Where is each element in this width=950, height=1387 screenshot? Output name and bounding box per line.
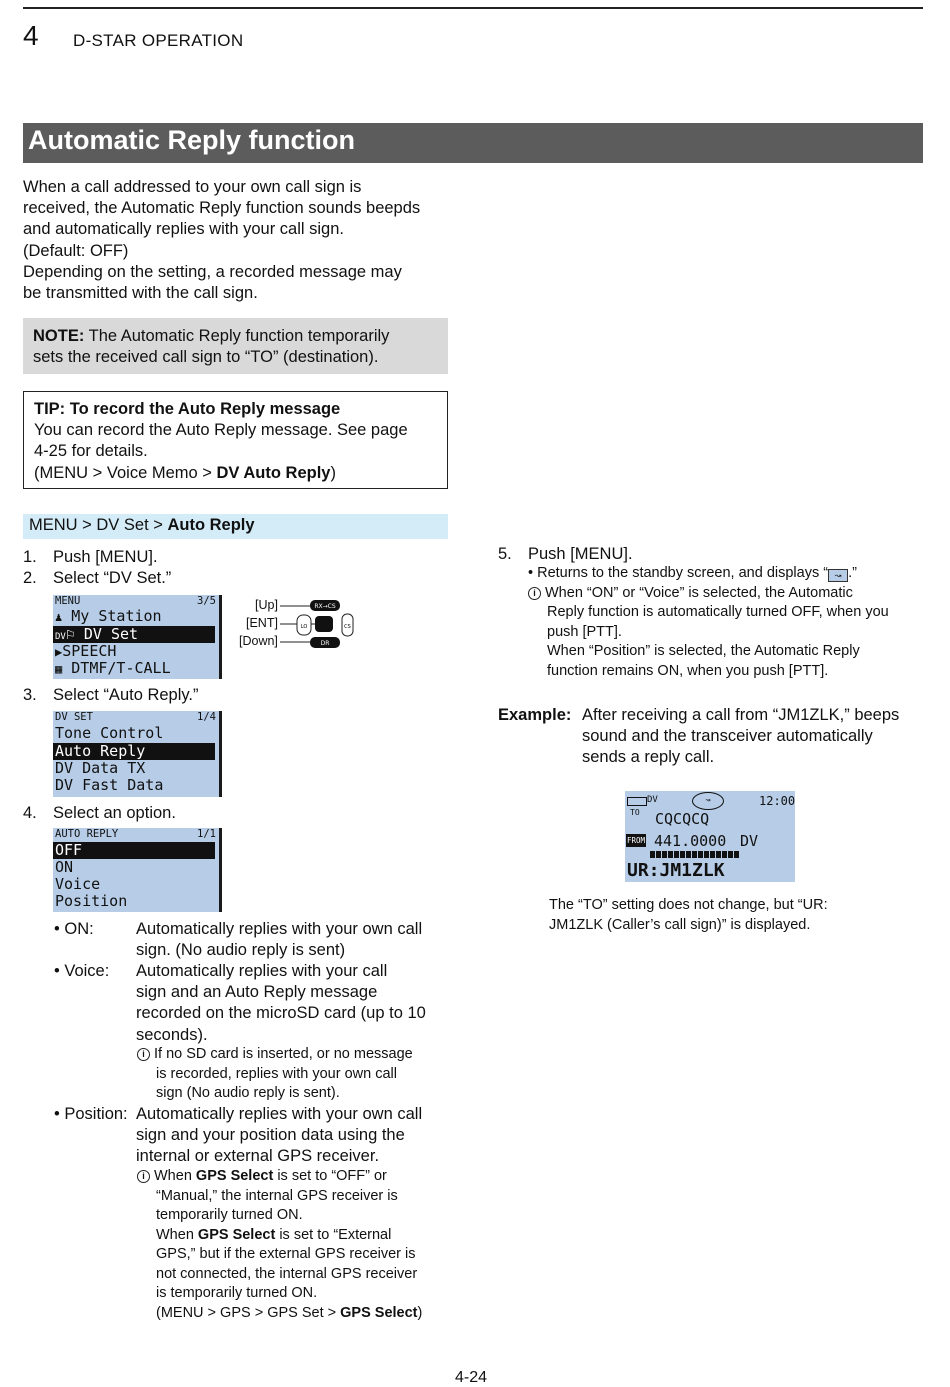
option-on-label: • ON: xyxy=(54,920,94,938)
step-5: 5. Push [MENU]. xyxy=(498,545,633,563)
lcd-menu-item: DV Fast Data xyxy=(55,776,164,794)
option-position-text: Automatically replies with your own call sign and your position data using the internal or external GPS receiver. xyxy=(136,1105,423,1166)
battery-icon xyxy=(627,797,647,806)
menu-path-bar xyxy=(23,514,448,539)
lcd-option: ON xyxy=(55,858,74,876)
step-1: 1. Push [MENU]. xyxy=(23,548,158,566)
chapter-number: 4 xyxy=(23,20,39,51)
to-callsign: CQCQCQ xyxy=(655,810,710,828)
intro-line: When a call addressed to your own call sign is xyxy=(23,178,362,196)
s-meter xyxy=(650,851,740,858)
key-buttons-icon xyxy=(278,597,363,657)
step-4: 4. Select an option. xyxy=(23,804,176,822)
key-diagram xyxy=(238,597,363,657)
lcd-dvset-screen: DV SET 1/4 Tone Control Auto Reply DV Data TX DV Fast Data xyxy=(53,711,222,797)
step-2: 2. Select “DV Set.” xyxy=(23,569,172,587)
frequency-mode: DV xyxy=(740,832,759,850)
svg-text:DR: DR xyxy=(320,640,330,647)
display-caption: The “TO” setting does not change, but “UR: JM1ZLK (Caller’s call sign)” is displayed. xyxy=(549,897,828,933)
note-box xyxy=(23,318,448,374)
auto-reply-indicator-icon: ↝ xyxy=(692,792,724,810)
intro-line: and automatically replies with your call sign. xyxy=(23,220,344,239)
lcd-menu-item-selected: Auto Reply xyxy=(53,743,215,760)
lcd-menu-item: DTMF/T-CALL xyxy=(71,659,171,677)
example-label: Example: xyxy=(498,706,572,724)
key-ent-label: [ENT] xyxy=(246,616,278,630)
intro-line: be transmitted with the call sign. xyxy=(23,284,258,303)
page-number: 4-24 xyxy=(455,1369,488,1386)
tip-box xyxy=(23,391,448,489)
intro-line: Depending on the setting, a recorded message may xyxy=(23,262,402,281)
tip-menu-path: (MENU > Voice Memo > DV Auto Reply) xyxy=(34,463,336,482)
step-5-details: • Returns to the standby screen, and displays “ ↝ .” i When “ON” or “Voice” is selected, the Automatic Reply function is automatically turned OFF, when you push [PTT]. When “Position” is selected, the Automatic Reply function remains ON, when you push [PTT]. xyxy=(528,565,889,679)
lcd-menu-item: Tone Control xyxy=(55,724,164,742)
menu-path: MENU > DV Set > Auto Reply xyxy=(29,516,255,534)
note-label: NOTE: xyxy=(33,327,85,345)
to-label: TO xyxy=(630,808,640,817)
frequency: 441.0000 xyxy=(654,832,727,850)
from-label: FROM xyxy=(627,836,646,845)
tip-title: TIP: To record the Auto Reply message xyxy=(34,400,341,418)
option-on-text: Automatically replies with your own call sign. (No audio reply is sent) xyxy=(136,920,423,960)
clock: 12:00 xyxy=(759,794,796,808)
intro-line: (Default: OFF) xyxy=(23,241,129,260)
note-text: sets the received call sign to “TO” (destination). xyxy=(33,348,379,366)
svg-text:LO: LO xyxy=(300,624,308,630)
standby-display xyxy=(625,791,795,882)
svg-text:CS: CS xyxy=(344,624,351,630)
info-icon: i xyxy=(137,1170,150,1183)
section-header xyxy=(23,123,923,163)
lcd-option: Voice xyxy=(55,875,101,893)
position-info-note: i When GPS Select is set to “OFF” or “Manual,” the internal GPS receiver is temporarily turned ON. When GPS Select is set to “External GPS,” but if the external GPS receiver is not connected, the internal GPS receiver is temporarily turned ON. (MENU > GPS > GPS Set > GPS Select) xyxy=(137,1167,455,1323)
info-icon: i xyxy=(137,1048,150,1061)
option-voice-label: • Voice: xyxy=(54,962,110,980)
tip-text: You can record the Auto Reply message. See page xyxy=(34,421,408,440)
example-text: After receiving a call from “JM1ZLK,” beeps sound and the transceiver automatically sends a reply call. xyxy=(582,706,900,767)
key-up-label: [Up] xyxy=(255,598,278,612)
key-down-label: [Down] xyxy=(239,634,278,648)
ur-callsign: UR:JM1ZLK xyxy=(627,860,725,881)
mode-indicator: DV xyxy=(647,795,658,805)
note-text: The Automatic Reply function temporarily xyxy=(84,327,390,345)
chapter-title: D-STAR OPERATION xyxy=(73,31,244,50)
tip-text: 4-25 for details. xyxy=(34,442,148,461)
lcd-menu-item-selected: DV Set xyxy=(83,625,139,643)
intro-line: received, the Automatic Reply function sounds beepds xyxy=(23,199,421,218)
top-rule xyxy=(23,7,923,9)
lcd-menu-item: My Station xyxy=(71,607,162,625)
lcd-menu-item: SPEECH xyxy=(62,642,117,660)
step-3: 3. Select “Auto Reply.” xyxy=(23,686,199,704)
intro-paragraph xyxy=(23,177,453,304)
voice-info-note: i If no SD card is inserted, or no message is recorded, replies with your own call sign (No audio reply is sent). xyxy=(137,1045,452,1104)
lcd-menu-item: DV Data TX xyxy=(55,759,146,777)
svg-text:RX→CS: RX→CS xyxy=(314,603,336,610)
info-icon: i xyxy=(528,587,541,600)
option-voice-text: Automatically replies with your call sign and an Auto Reply message recorded on the microSD card (up to 10 seconds). xyxy=(136,962,426,1044)
lcd-autoreply-screen: AUTO REPLY 1/1 OFF ON Voice Position xyxy=(53,828,222,912)
option-position-label: • Position: xyxy=(54,1105,128,1123)
auto-reply-icon: ↝ xyxy=(828,569,848,582)
lcd-option-selected: OFF xyxy=(53,842,215,859)
lcd-option: Position xyxy=(55,892,128,910)
section-title: Automatic Reply function xyxy=(28,125,356,155)
lcd-menu-screen: MENU 3/5 ♟ My Station DV⚐ DV Set ▶SPEECH ▦ DTMF/T-CALL xyxy=(53,595,222,679)
